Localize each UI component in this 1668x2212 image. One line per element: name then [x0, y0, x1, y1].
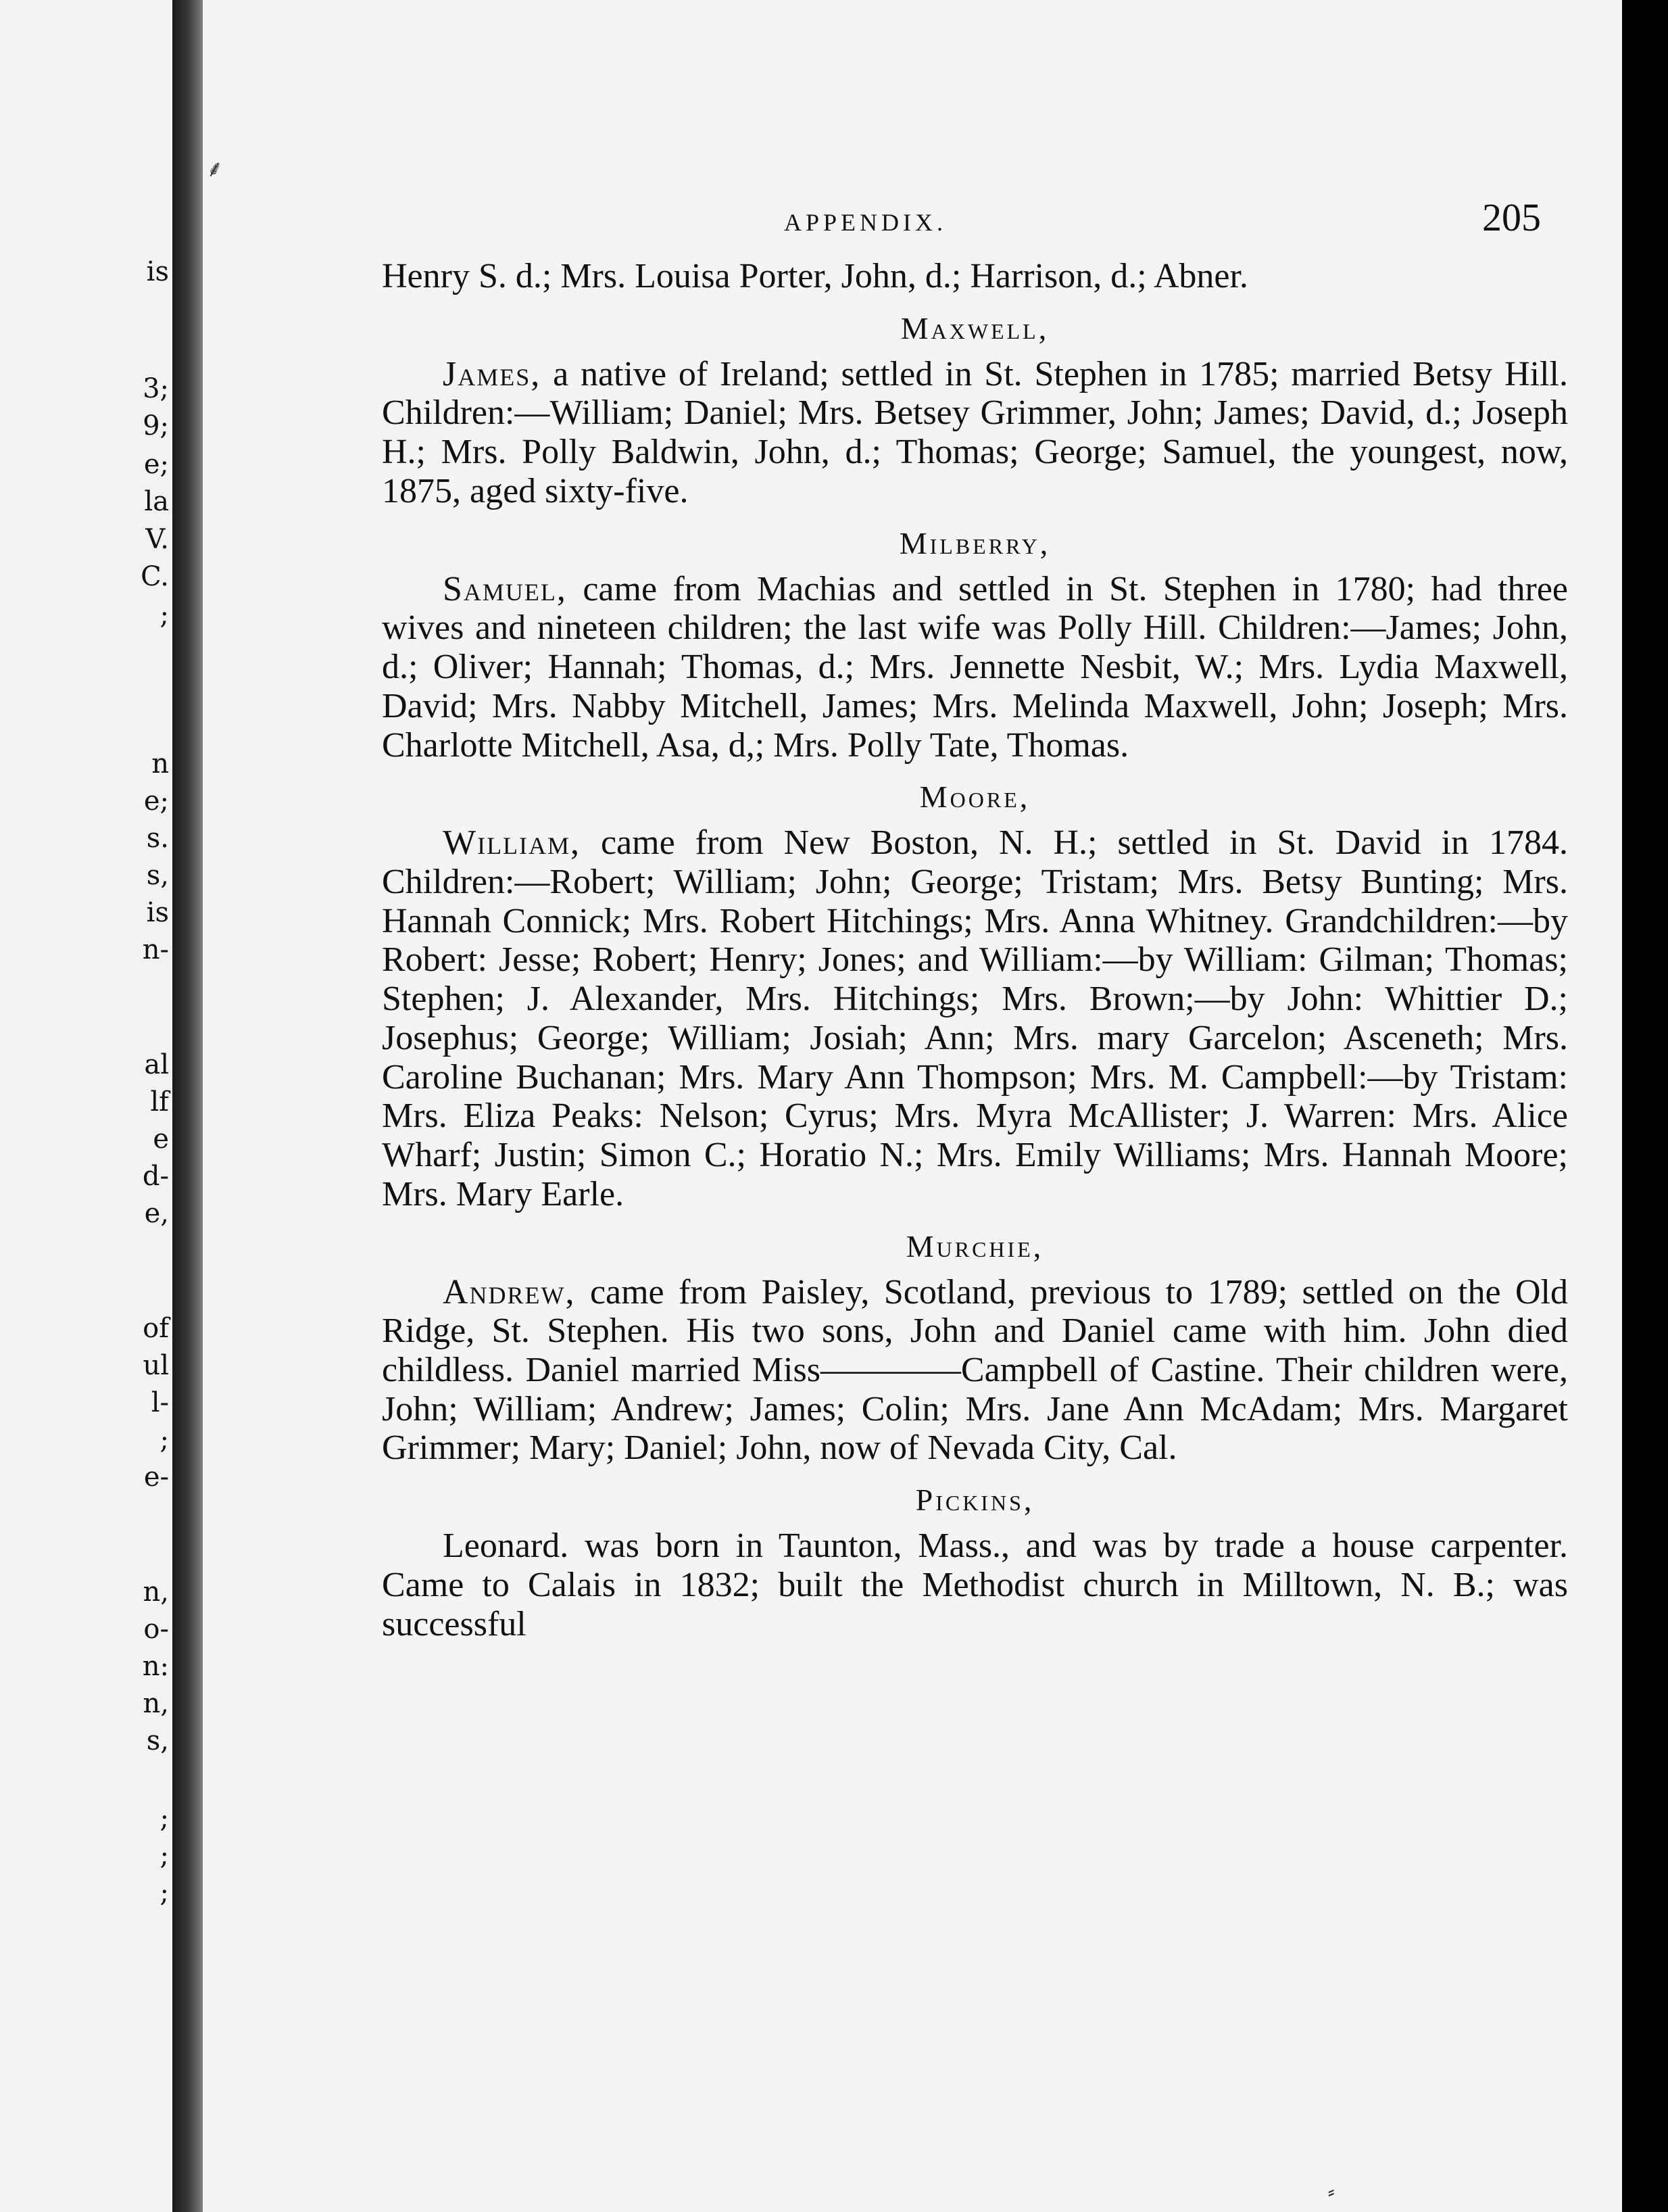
- ink-speck-icon: ⸗: [1328, 2180, 1335, 2203]
- surname-heading: Milberry,: [899, 525, 1051, 560]
- prev-page-fragment: e,: [144, 1198, 169, 1229]
- surname-heading: Maxwell,: [900, 310, 1050, 345]
- prev-page-fragment: n,: [143, 1577, 169, 1608]
- prev-page-fragment: is: [146, 256, 169, 287]
- prev-page-fragment: e: [153, 1124, 169, 1155]
- entry-paragraph: [382, 823, 1568, 1213]
- entry-text: came from New Boston, N. H.; settled in St. David in 1784. Children:—Robert; William; John; George; Tristam; Mrs. Betsy Bunting; Mrs. Hannah Connick; Mrs. Robert Hitchings; Mrs. Anna Whitney. Grandchildren:—by Robert: Jesse; Robert; Henry; Jones; and William:—by William: Gilman; Thomas; Stephen; J. Alexander, Mrs. Hitchings; Mrs. Brown;—by John: Whittier D.; Josephus; George; William; Josiah; Ann; Mrs. mary Garcelon; Asceneth; Mrs. Caroline Buchanan; Mrs. Mary Ann Thompson; Mrs. M. Campbell:—by Tristam: Mrs. Eliza Peaks: Nelson; Cyrus; Mrs. Myra McAllister; J. Warren: Mrs. Alice Wharf; Justin; Simon C.; Horatio N.; Mrs. Emily Williams; Mrs. Hannah Moore; Mrs. Mary Earle.: [382, 823, 1568, 1213]
- prev-page-fragment: al: [144, 1049, 169, 1080]
- prev-page-fragment: lf: [150, 1086, 169, 1117]
- entry-text: a native of Ireland; settled in St. Stephen in 1785; married Betsy Hill. Children:—William; Daniel; Mrs. Betsey Grimmer, John; James; David, d.; Joseph H.; Mrs. Polly Baldwin, John, d.; Thomas; George; Samuel, the youngest, now, 1875, aged sixty-five.: [382, 354, 1568, 510]
- previous-page-edge: [0, 0, 177, 2212]
- prev-page-fragment: V.: [145, 524, 169, 555]
- prev-page-fragment: of: [143, 1313, 169, 1344]
- surname-heading: Moore,: [919, 779, 1031, 815]
- running-head: [382, 196, 1568, 257]
- prev-page-fragment: 9;: [143, 410, 169, 441]
- prev-page-fragment: ;: [160, 1424, 169, 1456]
- running-title: APPENDIX.: [784, 209, 948, 236]
- scan-border: [1622, 0, 1668, 2212]
- continuation-paragraph: Henry S. d.; Mrs. Louisa Porter, John, d.; Harrison, d.; Abner.: [382, 257, 1248, 295]
- entry-paragraph: [382, 570, 1568, 765]
- entry-lead-name: James,: [443, 354, 541, 393]
- prev-page-fragment: s,: [146, 1725, 169, 1756]
- prev-page-fragment: e-: [143, 1462, 169, 1493]
- prev-page-fragment: e;: [143, 449, 169, 480]
- surname-heading: Pickins,: [915, 1483, 1035, 1518]
- prev-page-fragment: l-: [151, 1387, 169, 1418]
- prev-page-fragment: la: [144, 486, 169, 517]
- entry-paragraph: [382, 1526, 1568, 1643]
- entry-paragraph: [382, 355, 1568, 511]
- entry-text: came from Paisley, Scotland, previous to 1789; settled on the Old Ridge, St. Stephen. His two sons, John and Daniel came with him. John died childless. Daniel married Miss————Campbell of Castine. Their children were, John; William; Andrew; James; Colin; Mrs. Jane Ann McAdam; Mrs. Margaret Grimmer; Mary; Daniel; John, now of Nevada City, Cal.: [382, 1272, 1568, 1468]
- entry-text: came from Machias and settled in St. Stephen in 1780; had three wives and nineteen children; the last wife was Polly Hill. Children:—James; John, d.; Oliver; Hannah; Thomas, d.; Mrs. Jennette Nesbit, W.; Mrs. Lydia Maxwell, David; Mrs. Nabby Mitchell, James; Mrs. Melinda Maxwell, John; Joseph; Mrs. Charlotte Mitchell, Asa, d,; Mrs. Polly Tate, Thomas.: [382, 569, 1568, 765]
- entry-lead-name: Leonard.: [443, 1526, 569, 1566]
- ink-speck-icon: ⸙: [206, 155, 224, 183]
- prev-page-fragment: s,: [146, 860, 169, 891]
- page-number: 205: [1482, 195, 1541, 239]
- prev-page-fragment: C.: [141, 561, 169, 592]
- prev-page-fragment: ;: [160, 600, 169, 631]
- prev-page-fragment: n: [151, 748, 169, 779]
- prev-page-fragment: o-: [143, 1614, 169, 1645]
- prev-page-fragment: s.: [146, 823, 169, 854]
- entry-lead-name: Samuel,: [443, 569, 567, 608]
- prev-page-fragment: is: [146, 897, 169, 928]
- prev-page-fragment: ul: [143, 1350, 169, 1381]
- entry-lead-name: Andrew,: [443, 1272, 576, 1312]
- page-text: [382, 196, 1568, 1643]
- prev-page-fragment: ;: [160, 1877, 169, 1908]
- entry-paragraph: [382, 1273, 1568, 1468]
- entry-lead-name: William,: [443, 823, 581, 863]
- book-page: [203, 0, 1622, 2212]
- prev-page-fragment: n:: [142, 1651, 169, 1682]
- prev-page-fragment: n,: [143, 1688, 169, 1719]
- prev-page-fragment: ;: [160, 1803, 169, 1834]
- surname-heading: Murchie,: [906, 1228, 1044, 1264]
- entry-text: was born in Taunton, Mass., and was by trade a house carpenter. Came to Calais in 1832; built the Methodist church in Milltown, N. B.; was successful: [382, 1526, 1568, 1643]
- prev-page-fragment: d-: [142, 1161, 169, 1192]
- prev-page-fragment: ;: [160, 1840, 169, 1871]
- prev-page-fragment: e;: [143, 786, 169, 817]
- prev-page-fragment: 3;: [143, 373, 169, 404]
- prev-page-fragment: n-: [142, 934, 169, 965]
